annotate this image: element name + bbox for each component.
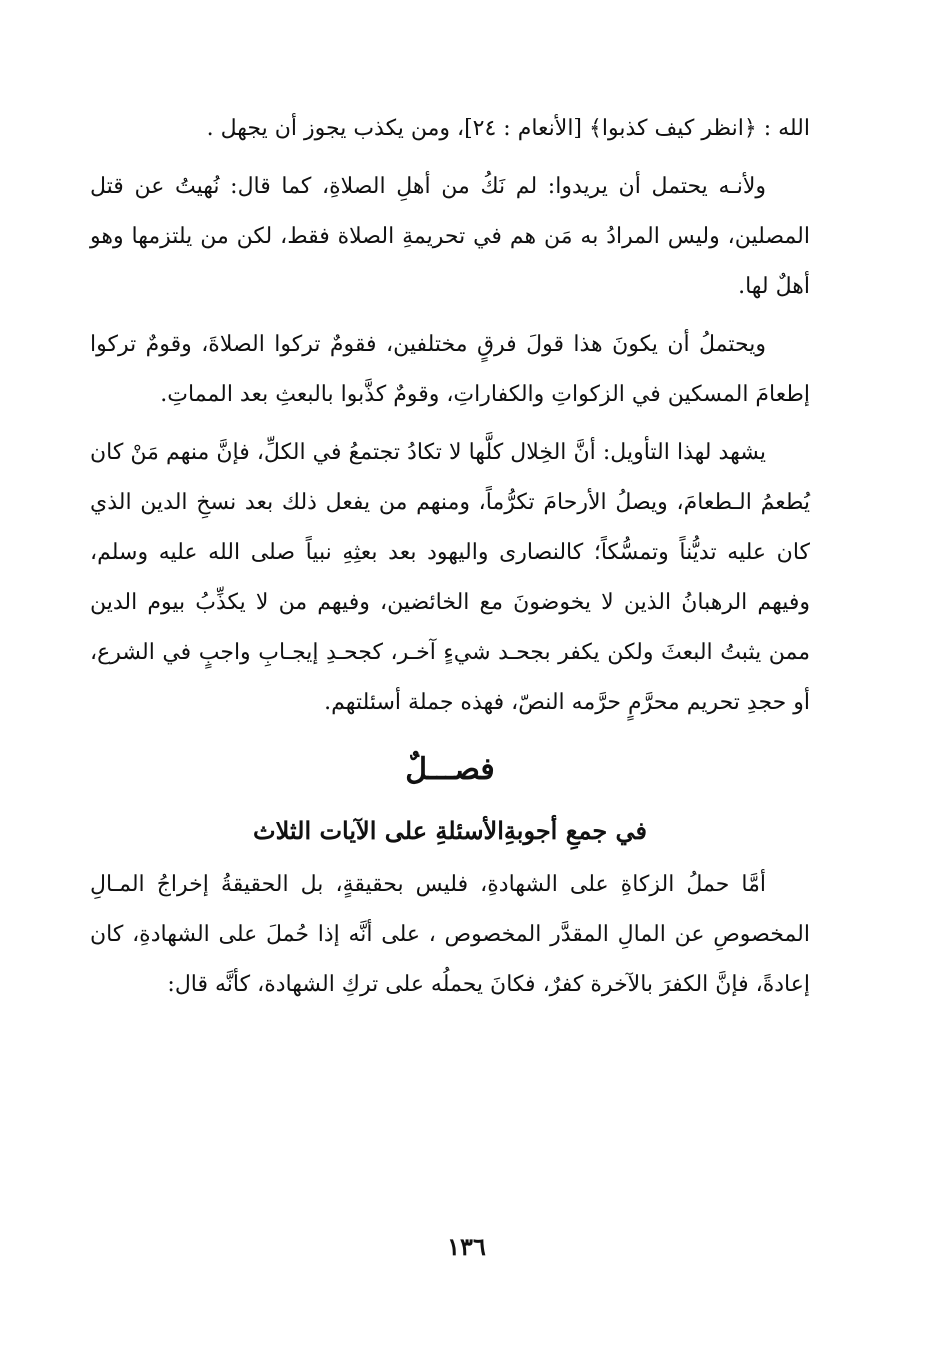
page-number: ١٣٦ [447,1232,486,1261]
paragraph-2: ولأنـه يحتمل أن يريدوا: لم نَكُ من أهلِ الصلاةِ، كما قال: نُهيتُ عن قتل المصلين، وليس المرادُ به مَن هم في تحريمةِ الصلاة فقط، لكن من يلتزمها وهو أهلٌ لها. [90,174,810,299]
paragraph-3: ويحتملُ أن يكونَ هذا قولَ فرقٍ مختلفين، فقومٌ تركوا الصلاةَ، وقومٌ تركوا إطعامَ المسكين في الزكواتِ والكفاراتِ، وقومٌ كذَّبوا بالبعثِ بعد المماتِ. [90,332,810,407]
section-heading: فصـــلٌ [405,752,495,787]
section-heading-block [90,738,810,860]
paragraph-5: أمَّا حملُ الزكاةِ على الشهادةِ، فليس بحقيقةٍ، بل الحقيقةُ إخراجُ المـالِ المخصوصِ عن المالِ المقدَّر المخصوص ، على أنَّه إذا حُملَ على الشهادةِ، كان إعادةً، فإنَّ الكفرَ بالآخرة كفرٌ، فكانَ يحملُه على تركِ الشهادة، كأنَّه قال: [90,872,810,997]
paragraph-1: الله : ﴿انظر كيف كذبوا﴾ [الأنعام : ٢٤]، ومن يكذب يجوز أن يجهل . [206,116,810,141]
page-body [90,104,810,1010]
section-subheading: في جمعِ أجوبةِالأسئلةِ على الآيات الثلاث [252,816,648,845]
paragraph-4: يشهد لهذا التأويل: أنَّ الخِلال كلَّها لا تكادُ تجتمعُ في الكلِّ، فإنَّ منهم مَنْ كان يُطعمُ الـطعامَ، ويصلُ الأرحامَ تكرُّماً، ومنهم من يفعل ذلك بعد نسخِ الدين الذي كان عليه تديُّناً وتمسُّكاً؛ كالنصارى واليهود بعد بعثِهِ نبياً صلى الله عليه وسلم، وفيهم الرهبانُ الذين لا يخوضونَ مع الخائضين، وفيهم من لا يكذِّبُ بيوم الدين ممن يثبتُ البعثَ ولكن يكفر بجحـد شيءٍ آخـر، كجحـدِ إيجـابِ واجبٍ في الشرع، أو حجدِ تحريم محرَّمٍ حرَّمه النصّ، فهذه جملة أسئلتهم. [90,440,810,715]
